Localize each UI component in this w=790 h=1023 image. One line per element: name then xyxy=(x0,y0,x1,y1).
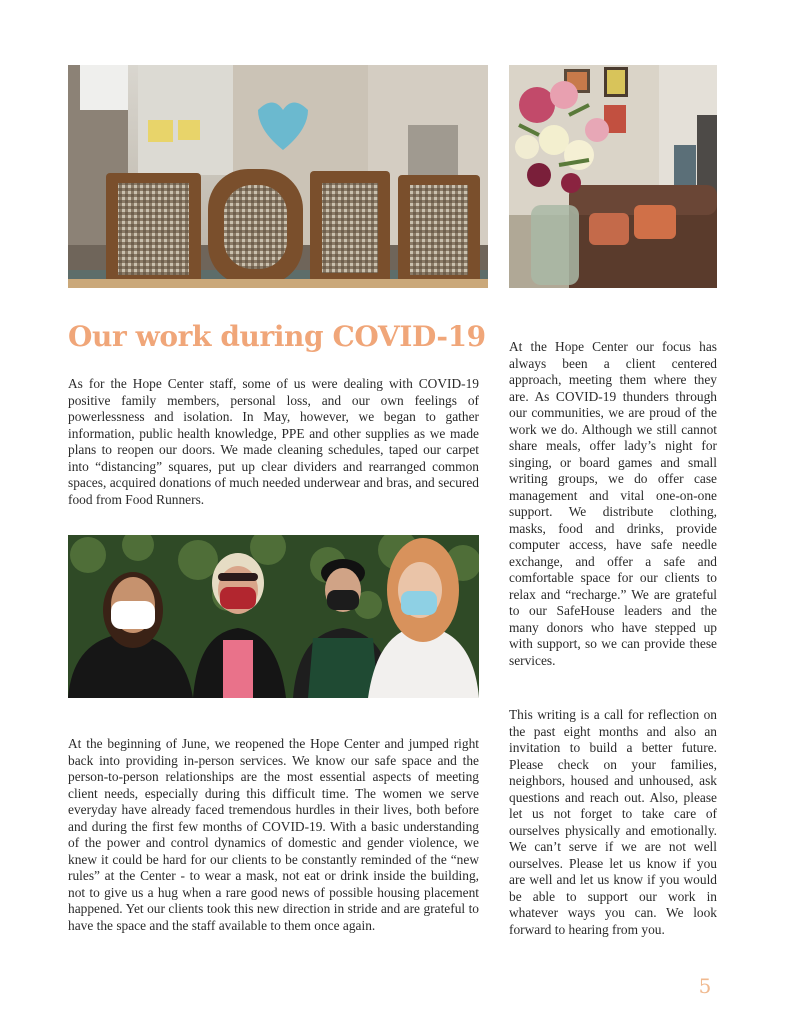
hope-letters xyxy=(106,169,480,285)
flowers-photo xyxy=(509,65,717,288)
hope-letters-photo xyxy=(68,65,488,288)
staff-photo xyxy=(68,535,479,698)
reflection-paragraph: This writing is a call for reflection on the past eight months and also an invitation to build a better future. Please check on your families, neighbors, housed and unhoused, ask questions and reach out. Also, please let us not forget to take care of ourselves physically and emotionally. We can’t serve if we are not well ourselves. Please let us know if you are well and let us know if you would be able to support our work in whatever ways you can. We look forward to hearing from you. xyxy=(509,707,717,937)
focus-paragraph: At the Hope Center our focus has always been a client centered approach, meeting them where they are. As COVID-19 thunders through our communities, we are proud of the work we do. Although we still cannot share meals, offer lady’s night for singing, or board games and small writing groups, we do offer case management and vital one-on-one support. We distribute clothing, masks, food and drinks, provide computer access, have safe needle exchange, and offer a safe and comfortable space for our clients to relax and “recharge.” We are grateful to our SafeHouse leaders and the many donors who have stepped up with support, so we can provide these services. xyxy=(509,339,717,668)
page-number: 5 xyxy=(698,974,712,998)
section-heading: Our work during COVID-19 xyxy=(68,320,486,353)
intro-paragraph: As for the Hope Center staff, some of us were dealing with COVID-19 positive family members, personal loss, and our own feelings of powerlessness and isolation. In May, however, we began to gather information, public health knowledge, PPE and other supplies as we made plans to reopen our doors. We made cleaning schedules, taped our carpet into “distancing” squares, put up clear dividers and rearranged common spaces, acquired donations of much needed underwear and bras, and secured food from Food Runners. xyxy=(68,376,479,507)
june-paragraph: At the beginning of June, we reopened the Hope Center and jumped right back into providing in-person services. We know our safe space and the person-to-person relationships are the most essential aspects of meeting client needs, especially during this difficult time. The women we serve everyday have already faced tremendous hurdles in their lives, both before and during the first few months of COVID-19. With a basic understanding of the power and control dynamics of domestic and gender violence, we knew it could be hard for our clients to be constantly reminded of the “new rules” at the Center - to wear a mask, not eat or drink inside the building, not to give us a hug when a rare good news of possible housing placement happened. Yet our clients took this new direction in stride and are grateful to have the space and the staff available to them once again. xyxy=(68,736,479,933)
